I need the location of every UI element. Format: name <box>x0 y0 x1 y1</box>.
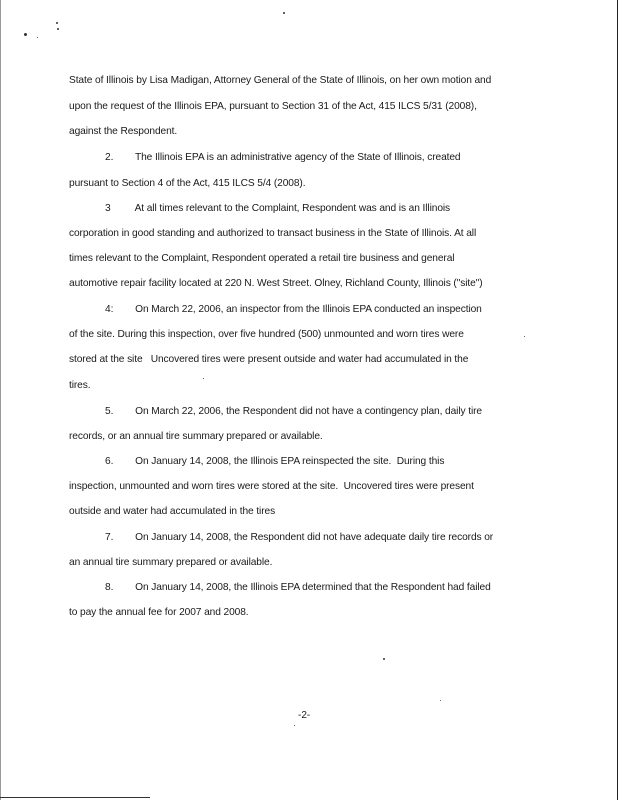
body-text-line: times relevant to the Complaint, Respondent operated a retail tire business and general <box>69 253 455 264</box>
scan-speck <box>283 12 285 14</box>
paragraph-4-start: 4: On March 22, 2006, an inspector from the Illinois EPA conducted an inspection <box>105 304 482 315</box>
scan-speck <box>56 22 58 24</box>
scan-edge-bottom <box>0 797 150 798</box>
scan-speck <box>383 658 385 660</box>
paragraph-5-start: 5. On March 22, 2006, the Respondent did not have a contingency plan, daily tire <box>105 406 482 417</box>
body-text-line: State of Illinois by Lisa Madigan, Attorney General of the State of Illinois, on her own motion and <box>69 75 492 86</box>
scan-speck <box>440 700 441 701</box>
scan-speck <box>294 725 295 726</box>
body-text-line: pursuant to Section 4 of the Act, 415 ILCS 5/4 (2008). <box>69 178 306 189</box>
body-text-line: tires. <box>69 380 91 391</box>
body-text-line: of the site. During this inspection, over five hundred (500) unmounted and worn tires were <box>69 329 464 340</box>
scan-speck <box>57 28 59 30</box>
scan-speck <box>203 378 204 379</box>
paragraph-8-start: 8. On January 14, 2008, the Illinois EPA determined that the Respondent had failed <box>105 582 491 593</box>
body-text-line: against the Respondent. <box>69 126 178 137</box>
scan-edge-right <box>617 0 618 800</box>
scan-speck <box>24 33 27 36</box>
body-text-line: corporation in good standing and authorized to transact business in the State of Illinois. At all <box>69 228 477 239</box>
body-text-line: automotive repair facility located at 220 N. West Street. Olney, Richland County, Illinois ("site") <box>69 278 483 289</box>
scan-edge-left <box>0 0 1 800</box>
paragraph-2-start: 2. The Illinois EPA is an administrative agency of the State of Illinois, created <box>105 152 461 163</box>
paragraph-6-start: 6. On January 14, 2008, the Illinois EPA reinspected the site. During this <box>105 456 445 467</box>
body-text-line: to pay the annual fee for 2007 and 2008. <box>69 607 249 618</box>
body-text-line: outside and water had accumulated in the tires <box>69 506 276 517</box>
paragraph-3-start: 3 At all times relevant to the Complaint, Respondent was and is an Illinois <box>105 203 451 214</box>
body-text-line: stored at the site Uncovered tires were present outside and water had accumulated in the <box>69 354 469 365</box>
body-text-line: upon the request of the Illinois EPA, pursuant to Section 31 of the Act, 415 ILCS 5/31 (2008), <box>69 101 477 112</box>
body-text-line: records, or an annual tire summary prepared or available. <box>69 431 323 442</box>
paragraph-7-start: 7. On January 14, 2008, the Respondent did not have adequate daily tire records or <box>105 532 494 543</box>
page-number: -2- <box>298 710 311 721</box>
body-text-line: inspection, unmounted and worn tires were stored at the site. Uncovered tires were present <box>69 481 474 492</box>
scan-speck <box>524 336 525 337</box>
body-text-line: an annual tire summary prepared or available. <box>69 557 273 568</box>
scan-speck <box>37 37 38 38</box>
